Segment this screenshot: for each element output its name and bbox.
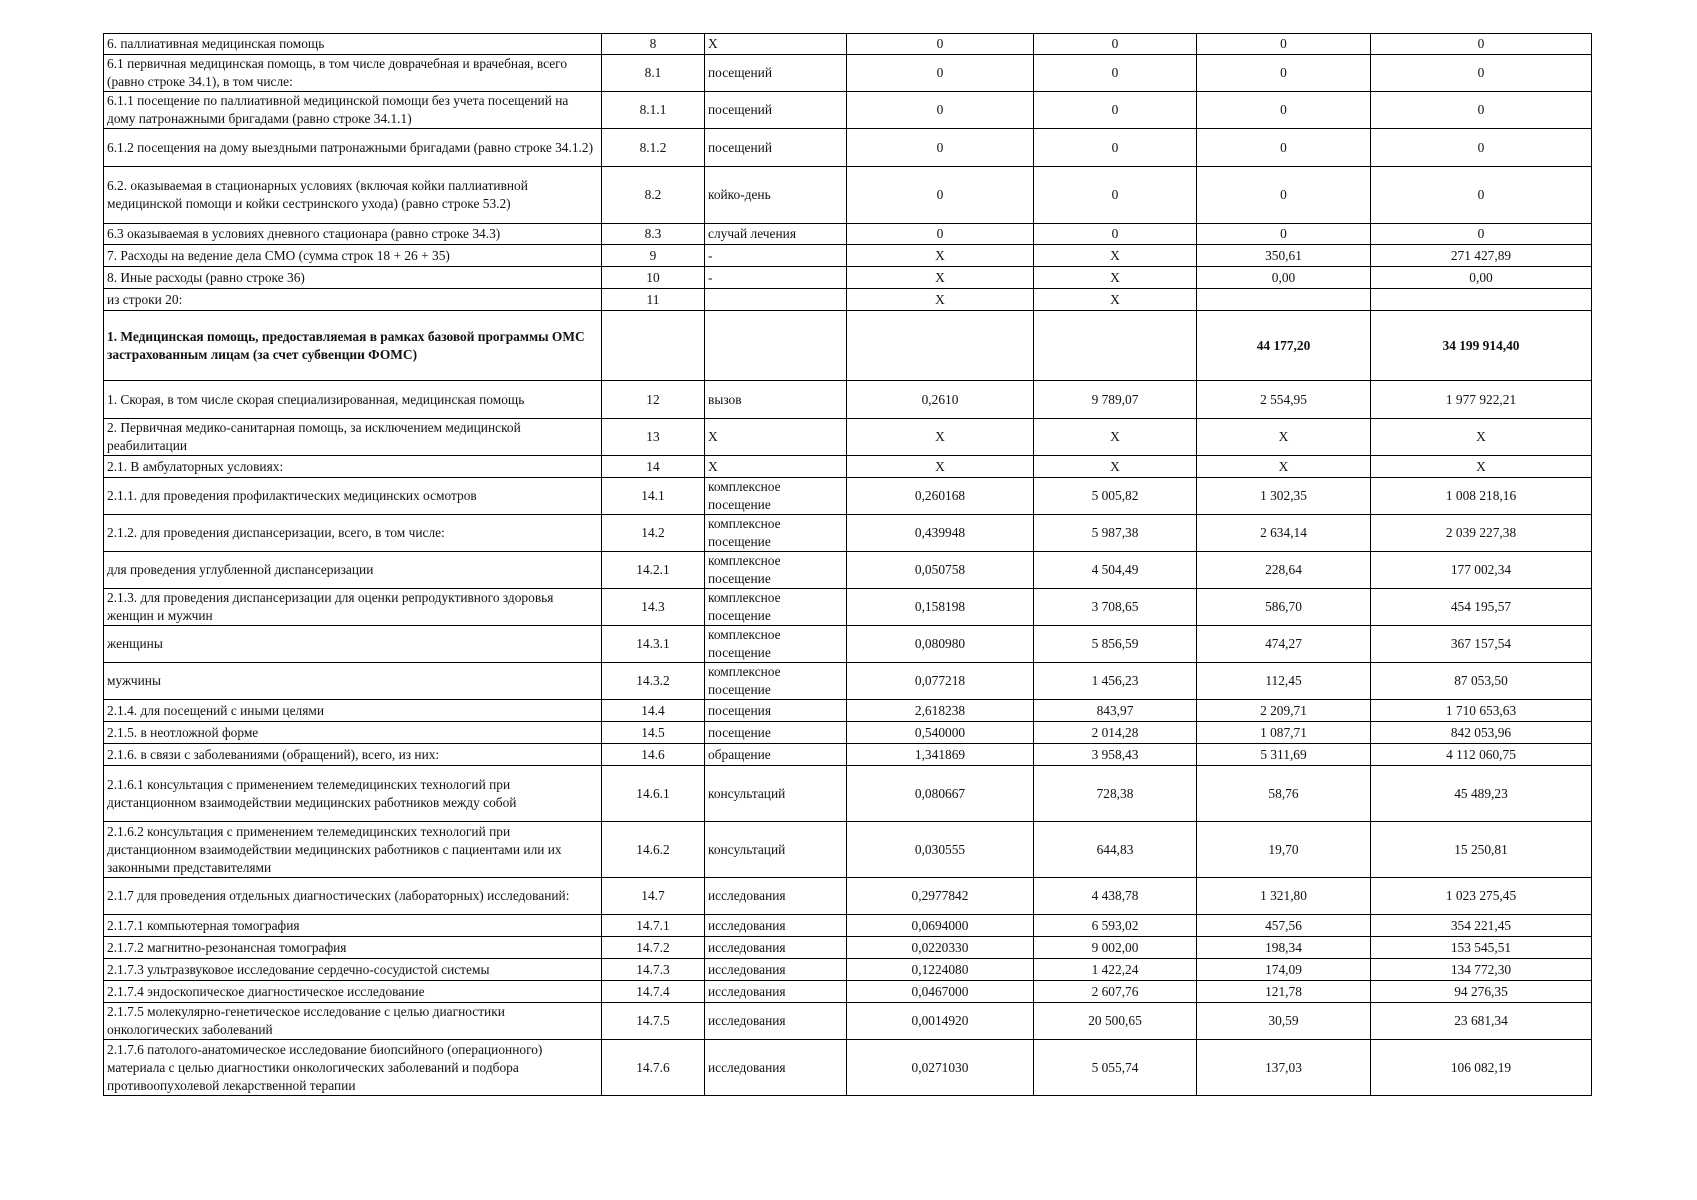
- row-per-capita-cell: 1 321,80: [1197, 878, 1371, 915]
- row-name-cell: 6.3 оказываемая в условиях дневного стационара (равно строке 34.3): [104, 224, 602, 245]
- row-name-cell: 1. Медицинская помощь, предоставляемая в рамках базовой программы ОМС застрахованным лицам (за счет субвенции ФОМС): [104, 311, 602, 381]
- row-total-cell: 153 545,51: [1371, 937, 1592, 959]
- row-unit-cell: комплексное посещение: [705, 589, 847, 626]
- row-unit-cell: комплексное посещение: [705, 515, 847, 552]
- row-unit-cell: комплексное посещение: [705, 552, 847, 589]
- row-unit-cell: посещений: [705, 55, 847, 92]
- table-row: [104, 766, 1592, 822]
- row-per-capita-cell: 0: [1197, 167, 1371, 224]
- row-per-capita-cell: 5 311,69: [1197, 744, 1371, 766]
- row-per-capita-cell: [1197, 289, 1371, 311]
- row-per-capita-cell: 198,34: [1197, 937, 1371, 959]
- row-code-cell: 10: [602, 267, 705, 289]
- row-per-capita-cell: 19,70: [1197, 822, 1371, 878]
- row-name-cell: 2. Первичная медико-санитарная помощь, за исключением медицинской реабилитации: [104, 419, 602, 456]
- row-unit-cell: посещений: [705, 129, 847, 167]
- table-row: [104, 381, 1592, 419]
- table-row: [104, 981, 1592, 1003]
- row-unit-cell: комплексное посещение: [705, 478, 847, 515]
- row-cost-cell: Х: [1034, 289, 1197, 311]
- row-total-cell: 94 276,35: [1371, 981, 1592, 1003]
- row-unit-cell: консультаций: [705, 822, 847, 878]
- row-unit-cell: обращение: [705, 744, 847, 766]
- row-per-capita-cell: 0: [1197, 92, 1371, 129]
- row-cost-cell: 644,83: [1034, 822, 1197, 878]
- row-name-cell: 8. Иные расходы (равно строке 36): [104, 267, 602, 289]
- row-unit-cell: Х: [705, 456, 847, 478]
- row-name-cell: 6.2. оказываемая в стационарных условиях (включая койки паллиативной медицинской помощи и койки сестринского ухода) (равно строке 53.2): [104, 167, 602, 224]
- row-per-capita-cell: 112,45: [1197, 663, 1371, 700]
- row-volume-cell: 0,0014920: [847, 1003, 1034, 1040]
- row-per-capita-cell: Х: [1197, 419, 1371, 456]
- row-total-cell: 177 002,34: [1371, 552, 1592, 589]
- row-volume-cell: 1,341869: [847, 744, 1034, 766]
- row-total-cell: 23 681,34: [1371, 1003, 1592, 1040]
- row-unit-cell: исследования: [705, 959, 847, 981]
- row-volume-cell: 0,0467000: [847, 981, 1034, 1003]
- row-per-capita-cell: 2 209,71: [1197, 700, 1371, 722]
- row-per-capita-cell: 0: [1197, 129, 1371, 167]
- row-total-cell: 34 199 914,40: [1371, 311, 1592, 381]
- row-name-cell: из строки 20:: [104, 289, 602, 311]
- table-body: [104, 34, 1592, 1096]
- row-cost-cell: Х: [1034, 419, 1197, 456]
- row-per-capita-cell: 1 302,35: [1197, 478, 1371, 515]
- row-cost-cell: 0: [1034, 55, 1197, 92]
- row-name-cell: 6. паллиативная медицинская помощь: [104, 34, 602, 55]
- row-per-capita-cell: 0,00: [1197, 267, 1371, 289]
- row-per-capita-cell: 121,78: [1197, 981, 1371, 1003]
- row-per-capita-cell: 2 634,14: [1197, 515, 1371, 552]
- row-name-cell: 6.1 первичная медицинская помощь, в том числе доврачебная и врачебная, всего (равно строке 34.1), в том числе:: [104, 55, 602, 92]
- table-row: [104, 289, 1592, 311]
- row-volume-cell: 0,0271030: [847, 1040, 1034, 1096]
- budget-table: [103, 33, 1592, 1096]
- table-row: [104, 224, 1592, 245]
- table-row: [104, 1003, 1592, 1040]
- row-unit-cell: исследования: [705, 915, 847, 937]
- row-unit-cell: посещение: [705, 722, 847, 744]
- row-code-cell: 14.7.1: [602, 915, 705, 937]
- table-row: [104, 245, 1592, 267]
- row-cost-cell: 5 987,38: [1034, 515, 1197, 552]
- row-name-cell: 1. Скорая, в том числе скорая специализированная, медицинская помощь: [104, 381, 602, 419]
- row-volume-cell: 2,618238: [847, 700, 1034, 722]
- row-volume-cell: 0,158198: [847, 589, 1034, 626]
- table-row: [104, 1040, 1592, 1096]
- row-unit-cell: консультаций: [705, 766, 847, 822]
- row-name-cell: для проведения углубленной диспансеризации: [104, 552, 602, 589]
- row-per-capita-cell: 0: [1197, 224, 1371, 245]
- row-total-cell: 0: [1371, 224, 1592, 245]
- row-per-capita-cell: 474,27: [1197, 626, 1371, 663]
- table-row: [104, 515, 1592, 552]
- row-unit-cell: посещения: [705, 700, 847, 722]
- row-total-cell: 1 710 653,63: [1371, 700, 1592, 722]
- row-name-cell: 2.1.5. в неотложной форме: [104, 722, 602, 744]
- row-code-cell: 14.6.1: [602, 766, 705, 822]
- row-code-cell: 8.1.1: [602, 92, 705, 129]
- row-total-cell: 354 221,45: [1371, 915, 1592, 937]
- table-row: [104, 663, 1592, 700]
- row-code-cell: 9: [602, 245, 705, 267]
- row-code-cell: 8.1.2: [602, 129, 705, 167]
- table-row: [104, 267, 1592, 289]
- row-cost-cell: 843,97: [1034, 700, 1197, 722]
- row-volume-cell: 0,0220330: [847, 937, 1034, 959]
- table-row: [104, 456, 1592, 478]
- row-unit-cell: койко-день: [705, 167, 847, 224]
- row-code-cell: 12: [602, 381, 705, 419]
- row-unit-cell: исследования: [705, 878, 847, 915]
- row-code-cell: 13: [602, 419, 705, 456]
- row-code-cell: 14.3.2: [602, 663, 705, 700]
- table-row: [104, 34, 1592, 55]
- row-code-cell: 14.7.5: [602, 1003, 705, 1040]
- row-unit-cell: исследования: [705, 981, 847, 1003]
- row-per-capita-cell: 58,76: [1197, 766, 1371, 822]
- row-code-cell: 14.2: [602, 515, 705, 552]
- row-total-cell: 2 039 227,38: [1371, 515, 1592, 552]
- row-unit-cell: исследования: [705, 1040, 847, 1096]
- row-per-capita-cell: 30,59: [1197, 1003, 1371, 1040]
- row-per-capita-cell: 137,03: [1197, 1040, 1371, 1096]
- row-name-cell: 7. Расходы на ведение дела СМО (сумма строк 18 + 26 + 35): [104, 245, 602, 267]
- row-code-cell: 14.7.4: [602, 981, 705, 1003]
- row-cost-cell: Х: [1034, 456, 1197, 478]
- row-volume-cell: 0,050758: [847, 552, 1034, 589]
- row-total-cell: Х: [1371, 456, 1592, 478]
- row-per-capita-cell: 2 554,95: [1197, 381, 1371, 419]
- row-cost-cell: Х: [1034, 267, 1197, 289]
- row-cost-cell: 0: [1034, 129, 1197, 167]
- row-unit-cell: исследования: [705, 937, 847, 959]
- row-code-cell: 14.4: [602, 700, 705, 722]
- row-total-cell: 367 157,54: [1371, 626, 1592, 663]
- row-code-cell: 8.2: [602, 167, 705, 224]
- row-total-cell: 134 772,30: [1371, 959, 1592, 981]
- table-row: [104, 419, 1592, 456]
- row-code-cell: 14.7.3: [602, 959, 705, 981]
- table-row: [104, 722, 1592, 744]
- row-code-cell: 14.6.2: [602, 822, 705, 878]
- table-row: [104, 129, 1592, 167]
- row-volume-cell: 0,2977842: [847, 878, 1034, 915]
- row-volume-cell: [847, 311, 1034, 381]
- row-cost-cell: 2 014,28: [1034, 722, 1197, 744]
- row-cost-cell: 0: [1034, 34, 1197, 55]
- row-total-cell: 1 008 218,16: [1371, 478, 1592, 515]
- row-cost-cell: 1 456,23: [1034, 663, 1197, 700]
- row-unit-cell: -: [705, 245, 847, 267]
- row-volume-cell: Х: [847, 267, 1034, 289]
- row-volume-cell: 0: [847, 224, 1034, 245]
- row-unit-cell: случай лечения: [705, 224, 847, 245]
- row-name-cell: 2.1.7.2 магнитно-резонансная томография: [104, 937, 602, 959]
- row-total-cell: 0: [1371, 129, 1592, 167]
- row-per-capita-cell: 0: [1197, 34, 1371, 55]
- row-unit-cell: вызов: [705, 381, 847, 419]
- row-code-cell: 14.1: [602, 478, 705, 515]
- row-code-cell: 14.3: [602, 589, 705, 626]
- table-row: [104, 167, 1592, 224]
- row-per-capita-cell: 586,70: [1197, 589, 1371, 626]
- row-cost-cell: 3 708,65: [1034, 589, 1197, 626]
- row-unit-cell: -: [705, 267, 847, 289]
- row-name-cell: мужчины: [104, 663, 602, 700]
- row-per-capita-cell: Х: [1197, 456, 1371, 478]
- row-cost-cell: 5 055,74: [1034, 1040, 1197, 1096]
- row-name-cell: 2.1.7.4 эндоскопическое диагностическое исследование: [104, 981, 602, 1003]
- row-total-cell: 454 195,57: [1371, 589, 1592, 626]
- row-name-cell: женщины: [104, 626, 602, 663]
- row-volume-cell: Х: [847, 419, 1034, 456]
- row-name-cell: 2.1.7.6 патолого-анатомическое исследование биопсийного (операционного) материала с целью диагностики онкологических заболеваний и подбора противоопухолевой лекарственной терапии: [104, 1040, 602, 1096]
- row-cost-cell: 3 958,43: [1034, 744, 1197, 766]
- row-total-cell: 0: [1371, 92, 1592, 129]
- row-total-cell: 45 489,23: [1371, 766, 1592, 822]
- row-code-cell: 14: [602, 456, 705, 478]
- row-name-cell: 2.1.7 для проведения отдельных диагностических (лабораторных) исследований:: [104, 878, 602, 915]
- row-total-cell: 0: [1371, 55, 1592, 92]
- row-code-cell: 14.7.6: [602, 1040, 705, 1096]
- row-cost-cell: 5 005,82: [1034, 478, 1197, 515]
- row-total-cell: 0,00: [1371, 267, 1592, 289]
- row-name-cell: 2.1.1. для проведения профилактических медицинских осмотров: [104, 478, 602, 515]
- row-volume-cell: 0,080980: [847, 626, 1034, 663]
- row-total-cell: 15 250,81: [1371, 822, 1592, 878]
- row-name-cell: 2.1.3. для проведения диспансеризации для оценки репродуктивного здоровья женщин и мужчин: [104, 589, 602, 626]
- row-per-capita-cell: 44 177,20: [1197, 311, 1371, 381]
- row-volume-cell: 0: [847, 55, 1034, 92]
- row-volume-cell: 0,2610: [847, 381, 1034, 419]
- row-total-cell: 842 053,96: [1371, 722, 1592, 744]
- row-cost-cell: 5 856,59: [1034, 626, 1197, 663]
- table-row: [104, 744, 1592, 766]
- table-row: [104, 915, 1592, 937]
- row-cost-cell: 9 789,07: [1034, 381, 1197, 419]
- row-volume-cell: Х: [847, 245, 1034, 267]
- row-name-cell: 2.1.2. для проведения диспансеризации, всего, в том числе:: [104, 515, 602, 552]
- row-cost-cell: 20 500,65: [1034, 1003, 1197, 1040]
- row-total-cell: [1371, 289, 1592, 311]
- row-unit-cell: [705, 289, 847, 311]
- row-total-cell: 1 023 275,45: [1371, 878, 1592, 915]
- row-name-cell: 6.1.2 посещения на дому выездными патронажными бригадами (равно строке 34.1.2): [104, 129, 602, 167]
- row-per-capita-cell: 1 087,71: [1197, 722, 1371, 744]
- row-code-cell: 14.7.2: [602, 937, 705, 959]
- row-name-cell: 6.1.1 посещение по паллиативной медицинской помощи без учета посещений на дому патронажными бригадами (равно строке 34.1.1): [104, 92, 602, 129]
- row-total-cell: 271 427,89: [1371, 245, 1592, 267]
- row-volume-cell: Х: [847, 456, 1034, 478]
- row-volume-cell: 0: [847, 167, 1034, 224]
- row-total-cell: 0: [1371, 167, 1592, 224]
- row-cost-cell: 6 593,02: [1034, 915, 1197, 937]
- row-cost-cell: 0: [1034, 92, 1197, 129]
- row-code-cell: 8.3: [602, 224, 705, 245]
- row-per-capita-cell: 0: [1197, 55, 1371, 92]
- row-unit-cell: исследования: [705, 1003, 847, 1040]
- row-code-cell: 11: [602, 289, 705, 311]
- row-name-cell: 2.1.6. в связи с заболеваниями (обращений), всего, из них:: [104, 744, 602, 766]
- row-code-cell: 14.3.1: [602, 626, 705, 663]
- row-total-cell: 1 977 922,21: [1371, 381, 1592, 419]
- row-volume-cell: 0,260168: [847, 478, 1034, 515]
- row-cost-cell: 1 422,24: [1034, 959, 1197, 981]
- table-row: [104, 552, 1592, 589]
- row-code-cell: 14.7: [602, 878, 705, 915]
- row-name-cell: 2.1.7.5 молекулярно-генетическое исследование с целью диагностики онкологических заболеваний: [104, 1003, 602, 1040]
- row-cost-cell: Х: [1034, 245, 1197, 267]
- row-volume-cell: 0,439948: [847, 515, 1034, 552]
- row-volume-cell: 0,0694000: [847, 915, 1034, 937]
- row-cost-cell: 9 002,00: [1034, 937, 1197, 959]
- row-unit-cell: посещений: [705, 92, 847, 129]
- row-total-cell: 4 112 060,75: [1371, 744, 1592, 766]
- row-unit-cell: комплексное посещение: [705, 626, 847, 663]
- row-total-cell: 0: [1371, 34, 1592, 55]
- row-unit-cell: комплексное посещение: [705, 663, 847, 700]
- row-per-capita-cell: 228,64: [1197, 552, 1371, 589]
- table-row: [104, 478, 1592, 515]
- row-code-cell: 8: [602, 34, 705, 55]
- table-row: [104, 937, 1592, 959]
- row-volume-cell: 0,077218: [847, 663, 1034, 700]
- row-code-cell: 14.5: [602, 722, 705, 744]
- row-per-capita-cell: 350,61: [1197, 245, 1371, 267]
- row-name-cell: 2.1.4. для посещений с иными целями: [104, 700, 602, 722]
- row-cost-cell: 728,38: [1034, 766, 1197, 822]
- row-volume-cell: 0: [847, 129, 1034, 167]
- row-cost-cell: [1034, 311, 1197, 381]
- table-row: [104, 92, 1592, 129]
- row-total-cell: Х: [1371, 419, 1592, 456]
- row-code-cell: 8.1: [602, 55, 705, 92]
- row-cost-cell: 0: [1034, 167, 1197, 224]
- row-volume-cell: 0: [847, 92, 1034, 129]
- row-volume-cell: 0,1224080: [847, 959, 1034, 981]
- table-row: [104, 626, 1592, 663]
- row-cost-cell: 0: [1034, 224, 1197, 245]
- table-row: [104, 55, 1592, 92]
- row-volume-cell: 0,030555: [847, 822, 1034, 878]
- row-total-cell: 106 082,19: [1371, 1040, 1592, 1096]
- row-volume-cell: 0,540000: [847, 722, 1034, 744]
- table-row: [104, 589, 1592, 626]
- row-name-cell: 2.1.7.1 компьютерная томография: [104, 915, 602, 937]
- row-unit-cell: Х: [705, 34, 847, 55]
- row-unit-cell: [705, 311, 847, 381]
- row-cost-cell: 4 504,49: [1034, 552, 1197, 589]
- row-cost-cell: 2 607,76: [1034, 981, 1197, 1003]
- row-code-cell: 14.2.1: [602, 552, 705, 589]
- row-name-cell: 2.1.6.1 консультация с применением телемедицинских технологий при дистанционном взаимодействии медицинских работников между собой: [104, 766, 602, 822]
- row-volume-cell: 0: [847, 34, 1034, 55]
- row-per-capita-cell: 174,09: [1197, 959, 1371, 981]
- table-row: [104, 878, 1592, 915]
- row-cost-cell: 4 438,78: [1034, 878, 1197, 915]
- row-total-cell: 87 053,50: [1371, 663, 1592, 700]
- table-row: [104, 700, 1592, 722]
- row-per-capita-cell: 457,56: [1197, 915, 1371, 937]
- row-unit-cell: Х: [705, 419, 847, 456]
- row-name-cell: 2.1.7.3 ультразвуковое исследование сердечно-сосудистой системы: [104, 959, 602, 981]
- table-row: [104, 822, 1592, 878]
- row-volume-cell: Х: [847, 289, 1034, 311]
- row-name-cell: 2.1. В амбулаторных условиях:: [104, 456, 602, 478]
- table-row: [104, 959, 1592, 981]
- row-name-cell: 2.1.6.2 консультация с применением телемедицинских технологий при дистанционном взаимодействии медицинских работников с пациентами или их законными представителями: [104, 822, 602, 878]
- table-row: [104, 311, 1592, 381]
- row-code-cell: [602, 311, 705, 381]
- row-volume-cell: 0,080667: [847, 766, 1034, 822]
- row-code-cell: 14.6: [602, 744, 705, 766]
